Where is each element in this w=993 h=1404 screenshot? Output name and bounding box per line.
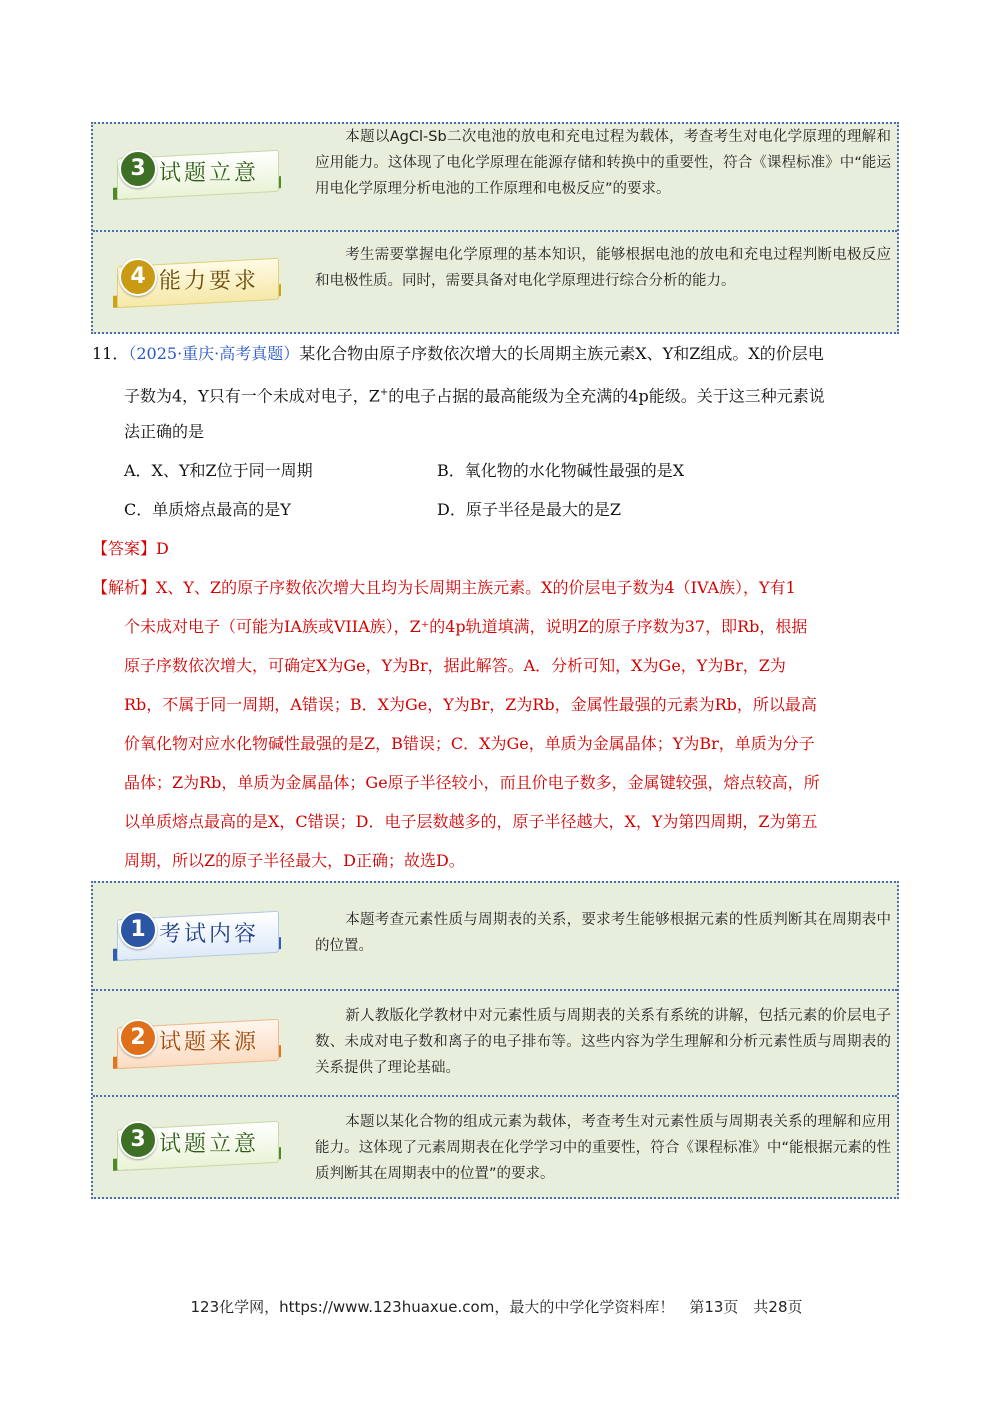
badge-label: 试题立意 bbox=[159, 161, 260, 186]
intent-badge bbox=[113, 146, 281, 200]
answer-line bbox=[92, 529, 169, 568]
badge-label: 考试内容 bbox=[159, 922, 260, 947]
option-b: B．氧化物的水化物碱性最强的是X bbox=[437, 461, 685, 480]
source-badge bbox=[113, 1015, 281, 1069]
top-info-panel bbox=[91, 122, 899, 334]
ability-badge bbox=[113, 254, 281, 308]
panel-row-ability bbox=[93, 230, 897, 332]
badge-number: 1 bbox=[119, 911, 157, 949]
question-number: 11． bbox=[92, 344, 129, 363]
question-source[interactable]: （2025·重庆·高考真题） bbox=[128, 344, 300, 363]
analysis-line-1: 【解析】X、Y、Z的原子序数依次增大且均为长周期主族元素。X的价层电子数为4（IVA族），Y有1 bbox=[92, 578, 796, 597]
option-d: D．原子半径是最大的是Z bbox=[437, 500, 621, 519]
question-stem-1: 某化合物由原子序数依次增大的长周期主族元素X、Y和Z组成。X的价层电 bbox=[299, 344, 824, 363]
intent-text-2: 本题以某化合物的组成元素为载体，考查考生对元素性质与周期表关系的理解和应用能力。这体现了元素周期表在化学学习中的重要性，符合《课程标准》中“能根据元素的性质判断其在周期表中的位置”的要求。 bbox=[315, 1114, 891, 1182]
question-line-3: 法正确的是 bbox=[124, 422, 205, 441]
analysis-line-4: Rb，不属于同一周期，A错误；B．X为Ge，Y为Br，Z为Rb，金属性最强的元素为Rb，所以最高 bbox=[124, 695, 817, 714]
content-text: 本题考查元素性质与周期表的关系，要求考生能够根据元素的性质判断其在周期表中的位置。 bbox=[315, 912, 891, 954]
badge-number: 3 bbox=[119, 150, 157, 188]
analysis-line-2: 个未成对电子（可能为IA族或VIIA族），Z⁺的4p轨道填满，说明Z的原子序数为37，即Rb，根据 bbox=[124, 617, 808, 636]
ability-text: 考生需要掌握电化学原理的基本知识，能够根据电池的放电和充电过程判断电极反应和电极性质。同时，需要具备对电化学原理进行综合分析的能力。 bbox=[315, 247, 891, 289]
analysis-line-3: 原子序数依次增大，可确定X为Ge，Y为Br，据此解答。A．分析可知，X为Ge，Y为Br，Z为 bbox=[124, 656, 786, 675]
question-line-2: 子数为4，Y只有一个未成对电子，Z+的电子占据的最高能级为全充满的4p能级。关于这三种元素说 bbox=[124, 386, 825, 406]
answer-tag: 【答案】 bbox=[92, 539, 157, 558]
bottom-info-panel bbox=[91, 881, 899, 1199]
badge-number: 4 bbox=[119, 258, 157, 296]
content-badge bbox=[113, 907, 281, 961]
analysis-line-6: 晶体；Z为Rb，单质为金属晶体；Ge原子半径较小，而且价电子数多，金属键较强，熔点较高，所 bbox=[124, 773, 820, 792]
option-c: C．单质熔点最高的是Y bbox=[124, 500, 291, 519]
question-line-1 bbox=[92, 334, 902, 373]
panel-row-intent bbox=[93, 124, 897, 230]
page-footer: 123化学网，https://www.123huaxue.com，最大的中学化学资料库！ 第13页 共28页 bbox=[190, 1298, 803, 1316]
panel-row-content bbox=[93, 883, 897, 989]
answer-value: D bbox=[156, 539, 169, 558]
badge-number: 2 bbox=[119, 1019, 157, 1057]
intent-badge-2 bbox=[113, 1117, 281, 1171]
badge-label: 能力要求 bbox=[159, 269, 260, 294]
panel-row-intent-2 bbox=[93, 1095, 897, 1197]
analysis-line-7: 以单质熔点最高的是X，C错误；D．电子层数越多的，原子半径越大，X，Y为第四周期，Z为第五 bbox=[124, 812, 818, 831]
intent-text: 本题以AgCl-Sb二次电池的放电和充电过程为载体，考查考生对电化学原理的理解和应用能力。这体现了电化学原理在能源存储和转换中的重要性，符合《课程标准》中“能运用电化学原理分析电池的工作原理和电极反应”的要求。 bbox=[315, 129, 891, 197]
panel-row-source bbox=[93, 989, 897, 1095]
analysis-tag: 【解析】 bbox=[92, 578, 157, 597]
badge-number: 3 bbox=[119, 1121, 157, 1159]
analysis-line-5: 价氧化物对应水化物碱性最强的是Z，B错误；C．X为Ge，单质为金属晶体；Y为Br，单质为分子 bbox=[124, 734, 815, 753]
option-a: A．X、Y和Z位于同一周期 bbox=[124, 461, 313, 480]
analysis-line-8: 周期，所以Z的原子半径最大，D正确；故选D。 bbox=[124, 851, 465, 870]
badge-label: 试题来源 bbox=[159, 1030, 260, 1055]
badge-label: 试题立意 bbox=[159, 1132, 260, 1157]
source-text: 新人教版化学教材中对元素性质与周期表的关系有系统的讲解，包括元素的价层电子数、未成对电子数和离子的电子排布等。这些内容为学生理解和分析元素性质与周期表的关系提供了理论基础。 bbox=[315, 1008, 891, 1076]
